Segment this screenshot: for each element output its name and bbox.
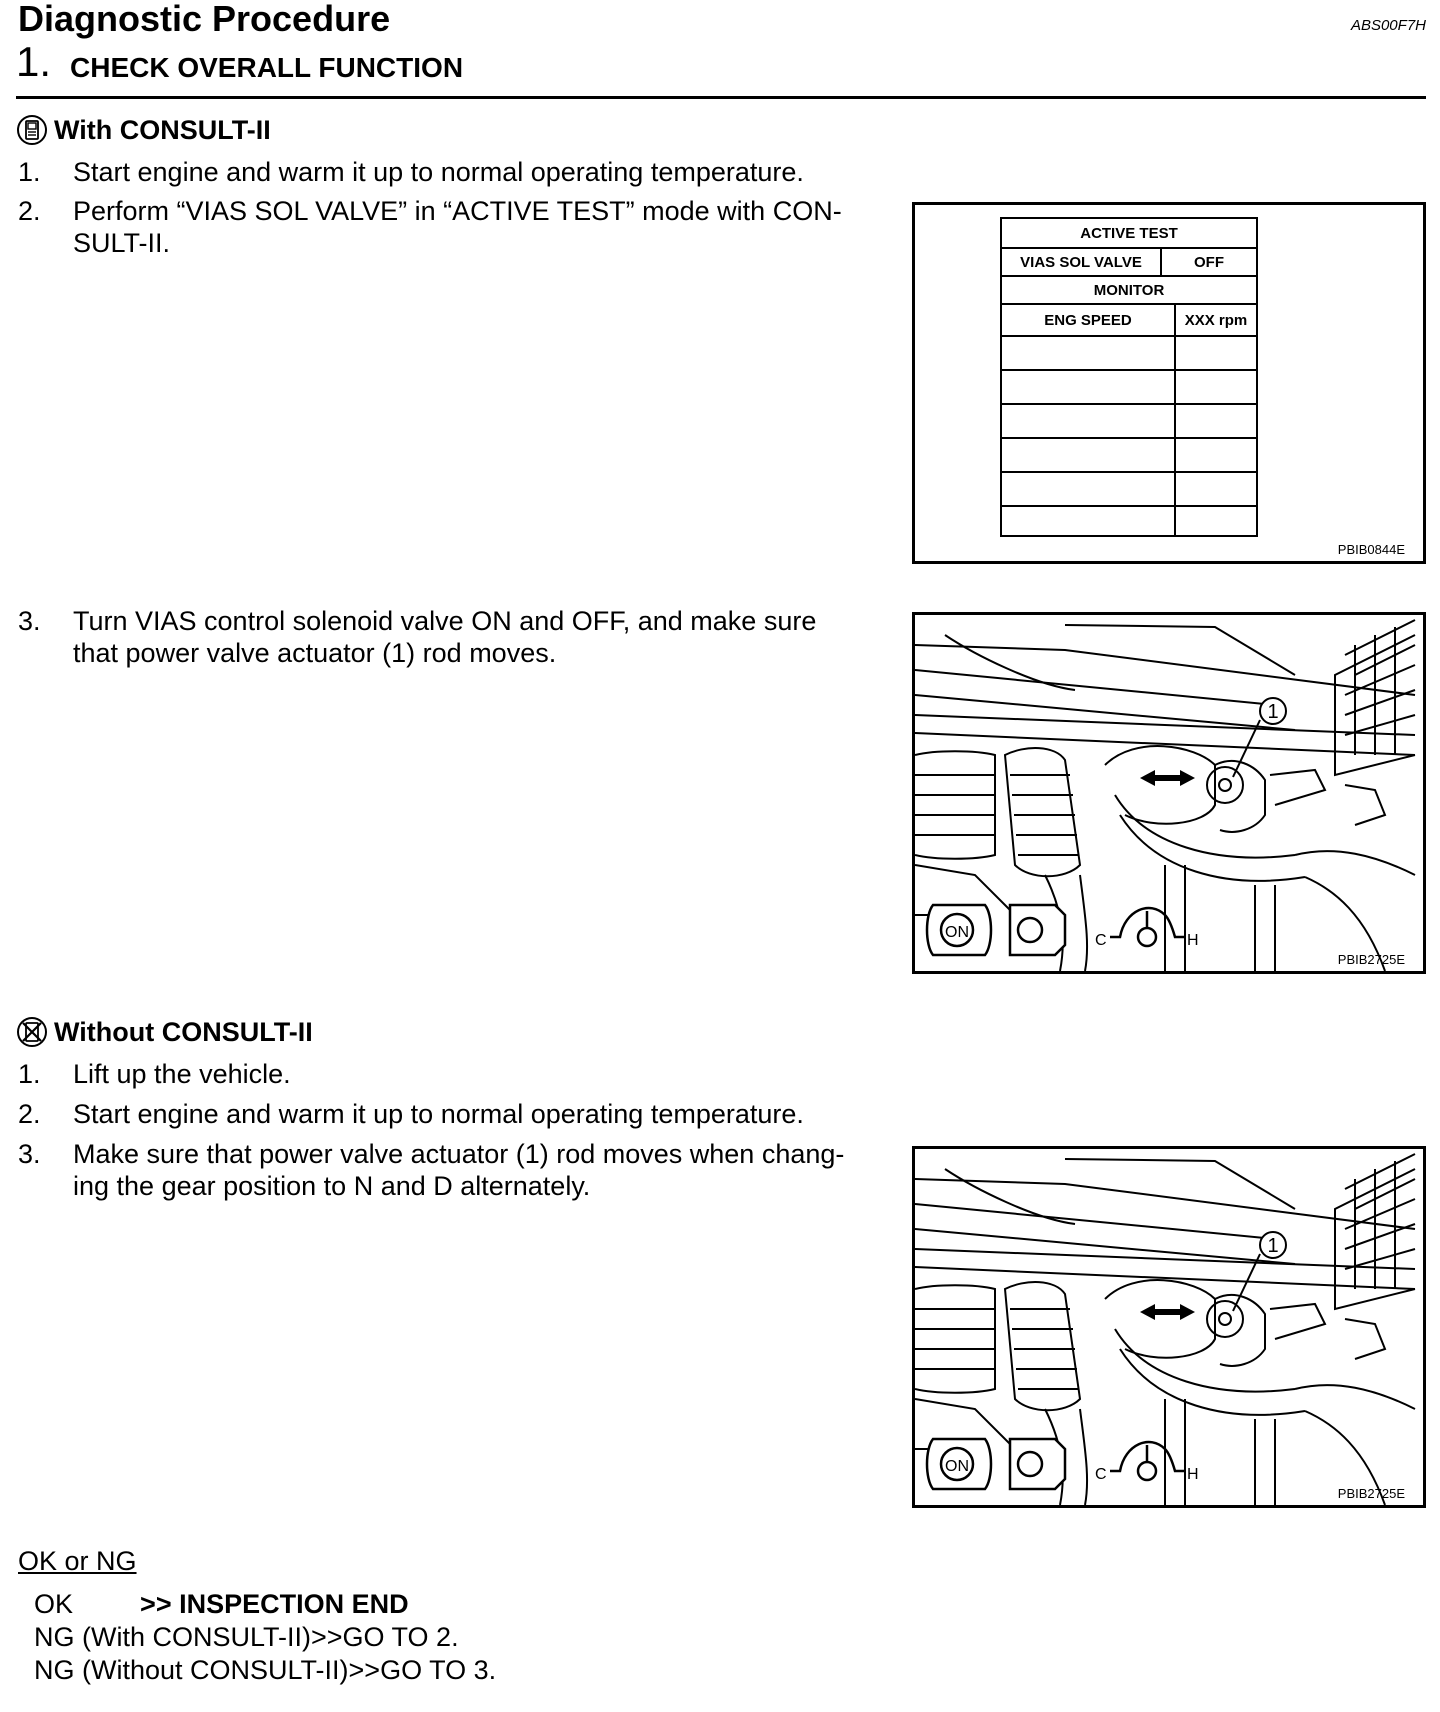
engine-figure [912, 612, 1426, 974]
consult-table [1000, 217, 1258, 537]
item-text: Make sure that power valve actuator (1) rod moves when chang- [73, 1139, 845, 1169]
table-title: ACTIVE TEST [1080, 224, 1178, 242]
figure-code: PBIB2725E [1337, 1486, 1405, 1501]
item-text: Start engine and warm it up to normal operating temperature. [73, 1099, 804, 1129]
item-text: Turn VIAS control solenoid valve ON and OFF, and make sure [73, 606, 817, 636]
engine-illustration [915, 1149, 1423, 1505]
table-cell-label: VIAS SOL VALVE [1020, 253, 1142, 271]
figure-code: PBIB2725E [1337, 952, 1405, 967]
result-ok-action: >> INSPECTION END [140, 1589, 409, 1619]
item-number: 1. [18, 157, 41, 187]
callout-number: 1 [1267, 701, 1279, 723]
item-number: 2. [18, 1099, 41, 1129]
list-item [18, 605, 898, 669]
result-ok-row [34, 1588, 409, 1620]
item-number: 1. [18, 1059, 41, 1089]
header-rule [16, 96, 1426, 99]
step-title: CHECK OVERALL FUNCTION [70, 52, 464, 83]
temp-cold-label: C [1095, 932, 1107, 949]
list-item [18, 156, 898, 188]
list-item [18, 1138, 898, 1202]
result-ng-with: NG (With CONSULT-II)>>GO TO 2. [34, 1622, 459, 1652]
figure-code: PBIB0844E [1337, 542, 1405, 557]
no-consult-icon [16, 1016, 48, 1048]
with-consult-heading [16, 114, 271, 146]
engine-figure [912, 1146, 1426, 1508]
step-number: 1. [16, 38, 52, 85]
item-number: 3. [18, 606, 41, 636]
item-text: Lift up the vehicle. [73, 1059, 291, 1089]
consult-screen-figure [912, 202, 1426, 564]
item-text: Start engine and warm it up to normal operating temperature. [73, 157, 804, 187]
item-text-continued: ing the gear position to N and D alternately. [73, 1171, 591, 1201]
item-text-continued: SULT-II. [73, 228, 171, 258]
key-on-label: ON [945, 924, 969, 941]
list-item [18, 1098, 898, 1130]
table-cell-value: XXX rpm [1184, 311, 1248, 329]
page-title: Diagnostic Procedure [18, 0, 391, 39]
result-heading: OK or NG [18, 1546, 137, 1576]
callout-number: 1 [1267, 1235, 1279, 1257]
table-monitor-label: MONITOR [1093, 281, 1165, 299]
engine-illustration [915, 615, 1423, 971]
key-on-label: ON [945, 1458, 969, 1475]
list-item [18, 195, 898, 259]
item-text-continued: that power valve actuator (1) rod moves. [73, 638, 557, 668]
temp-hot-label: H [1187, 932, 1199, 949]
table-cell-value: OFF [1194, 253, 1224, 271]
without-consult-heading-text: Without CONSULT-II [54, 1016, 313, 1047]
item-number: 3. [18, 1139, 41, 1169]
item-number: 2. [18, 196, 41, 226]
table-cell-label: ENG SPEED [1044, 311, 1132, 329]
consult-icon [16, 114, 48, 146]
temp-hot-label: H [1187, 1466, 1199, 1483]
result-ok-label: OK [34, 1589, 74, 1619]
result-ng-without: NG (Without CONSULT-II)>>GO TO 3. [34, 1655, 497, 1685]
item-text: Perform “VIAS SOL VALVE” in “ACTIVE TEST” mode with CON- [73, 196, 842, 226]
list-item [18, 1058, 898, 1090]
without-consult-heading [16, 1016, 313, 1048]
temp-cold-label: C [1095, 1466, 1107, 1483]
document-code: ABS00F7H [1350, 17, 1426, 34]
with-consult-heading-text: With CONSULT-II [54, 114, 271, 145]
